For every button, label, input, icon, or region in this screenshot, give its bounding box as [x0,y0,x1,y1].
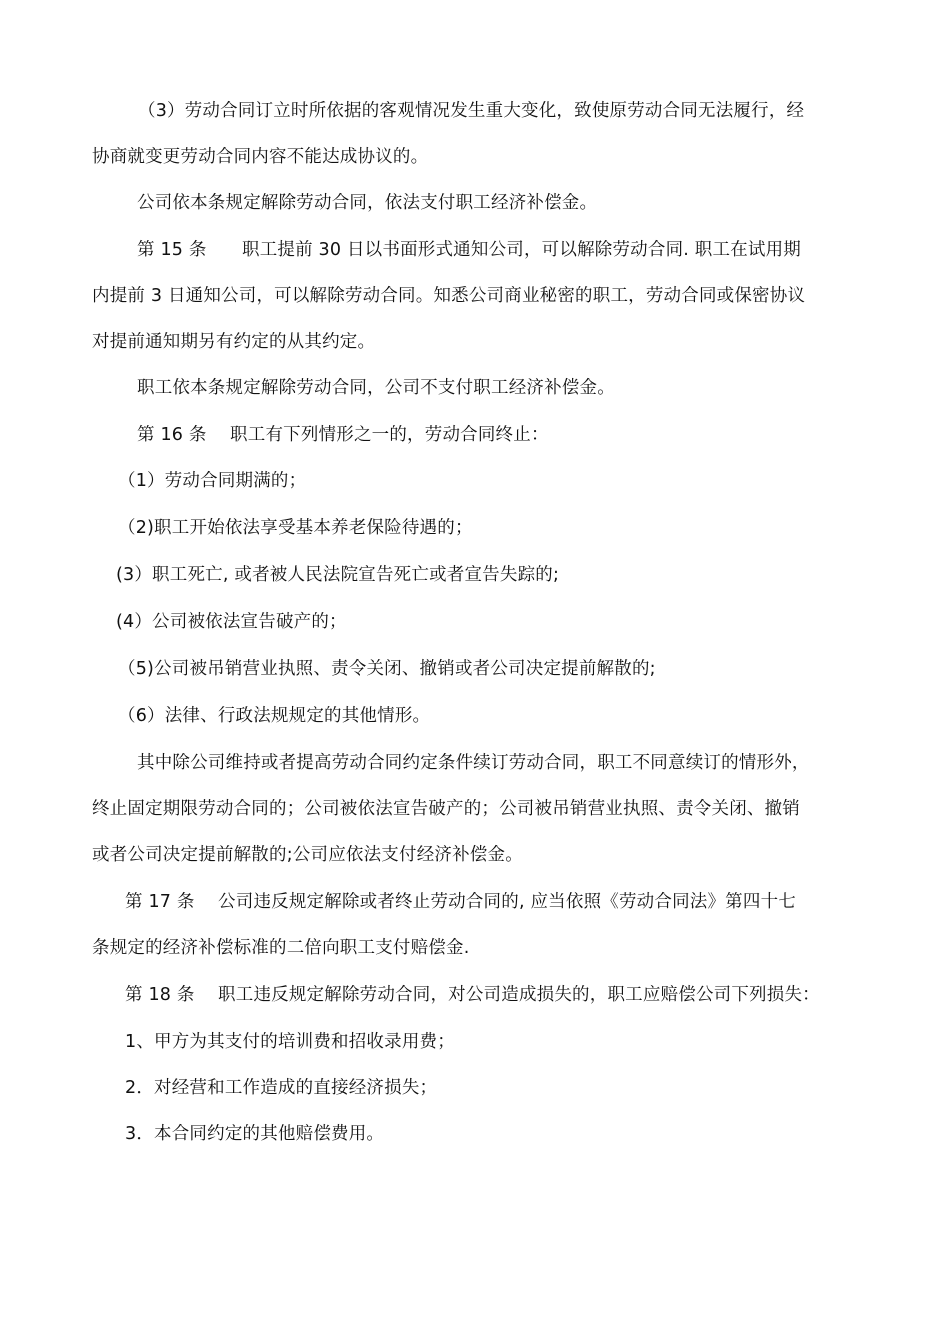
text-line-23: 3．本合同约定的其他赔偿费用。 [125,1124,385,1144]
text-line-12: (4）公司被依法宣告破产的； [116,612,347,632]
text-line-11: (3）职工死亡, 或者被人民法院宣告死亡或者宣告失踪的; [116,565,560,585]
text-line-16: 终止固定期限劳动合同的；公司被依法宣告破产的；公司被吊销营业执照、责令关闭、撤销 [92,799,800,819]
text-line-6: 对提前通知期另有约定的从其约定。 [92,332,376,352]
text-line-13: （5)公司被吊销营业执照、责令关闭、撤销或者公司决定提前解散的; [118,659,656,679]
text-line-8: 第 16 条 职工有下列情形之一的，劳动合同终止： [137,425,549,445]
text-line-2: 协商就变更劳动合同内容不能达成协议的。 [92,147,429,167]
text-line-3: 公司依本条规定解除劳动合同，依法支付职工经济补偿金。 [137,193,598,213]
text-line-4: 第 15 条 职工提前 30 日以书面形式通知公司，可以解除劳动合同. 职工在试用期 [137,240,802,260]
text-line-22: 2．对经营和工作造成的直接经济损失； [125,1078,438,1098]
text-line-14: （6）法律、行政法规规定的其他情形。 [118,706,431,726]
text-line-1: （3）劳动合同订立时所依据的客观情况发生重大变化，致使原劳动合同无法履行，经 [138,101,805,121]
text-line-10: （2)职工开始依法享受基本养老保险待遇的； [118,518,473,538]
text-line-20: 第 18 条 职工违反规定解除劳动合同，对公司造成损失的，职工应赔偿公司下列损失： [125,985,820,1005]
text-line-18: 第 17 条 公司违反规定解除或者终止劳动合同的, 应当依照《劳动合同法》第四十七 [125,892,796,912]
text-line-21: 1、甲方为其支付的培训费和招收录用费； [125,1032,455,1052]
text-line-7: 职工依本条规定解除劳动合同，公司不支付职工经济补偿金。 [137,378,615,398]
text-line-9: （1）劳动合同期满的； [118,471,307,491]
text-line-5: 内提前 3 日通知公司，可以解除劳动合同。知悉公司商业秘密的职工，劳动合同或保密协议 [92,286,806,306]
text-line-15: 其中除公司维持或者提高劳动合同约定条件续订劳动合同，职工不同意续订的情形外， [137,753,810,773]
text-line-19: 条规定的经济补偿标准的二倍向职工支付赔偿金. [92,938,470,958]
text-line-17: 或者公司决定提前解散的;公司应依法支付经济补偿金。 [92,845,523,865]
